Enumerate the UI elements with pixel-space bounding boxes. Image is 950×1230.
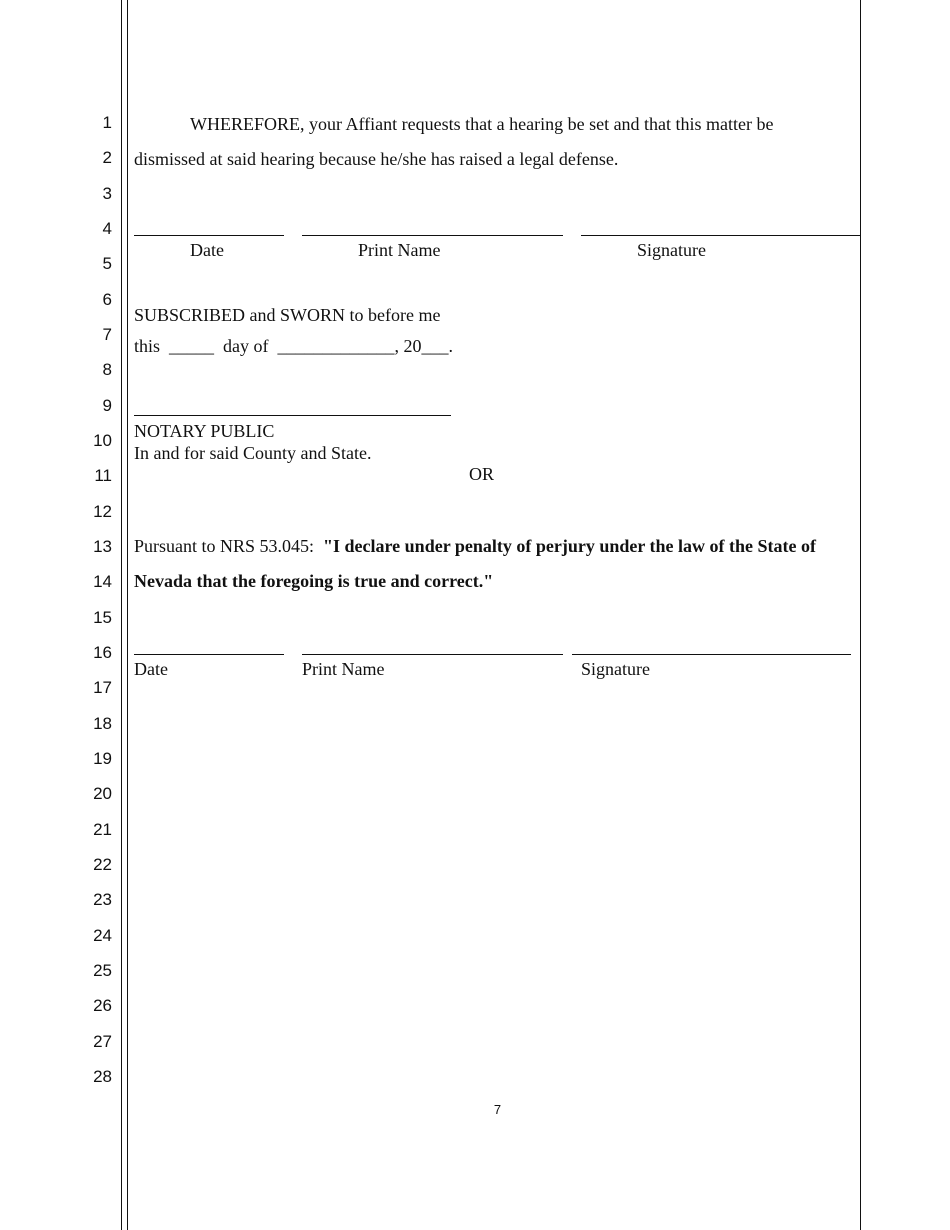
- print-name-signature-line: [302, 235, 563, 236]
- line-number: 4: [102, 219, 112, 238]
- line-number: 22: [93, 855, 112, 874]
- declaration-quote-part-2: Nevada that the foregoing is true and correct.": [134, 571, 494, 591]
- page-number: 7: [493, 1102, 502, 1117]
- line-number: 6: [102, 290, 112, 309]
- declaration-quote-part-1: "I declare under penalty of perjury under the law of the State of: [323, 536, 816, 556]
- signature-label: Signature: [581, 659, 650, 679]
- line-number: 25: [93, 961, 112, 980]
- line-number: 13: [93, 537, 112, 556]
- wherefore-line-2: dismissed at said hearing because he/she has raised a legal defense.: [134, 149, 619, 169]
- print-name-label: Print Name: [302, 659, 385, 679]
- signature-line: [581, 235, 860, 236]
- or-separator: OR: [469, 464, 495, 484]
- line-number: 1: [102, 113, 112, 132]
- line-number: 24: [93, 926, 112, 945]
- signature-label: Signature: [637, 240, 706, 260]
- subscribed-sworn-text: SUBSCRIBED and SWORN to before me: [134, 305, 441, 325]
- declaration-prefix: Pursuant to NRS 53.045:: [134, 536, 315, 556]
- line-number: 14: [93, 572, 112, 591]
- date-label: Date: [134, 659, 168, 679]
- line-number: 17: [93, 678, 112, 697]
- line-number: 20: [93, 784, 112, 803]
- date-signature-line: [134, 654, 284, 655]
- line-number: 7: [102, 325, 112, 344]
- notary-public-title: NOTARY PUBLIC: [134, 421, 275, 441]
- line-number: 12: [93, 502, 112, 521]
- line-number: 3: [102, 184, 112, 203]
- line-number: 11: [94, 466, 112, 485]
- margin-rule-inner: [127, 0, 128, 1230]
- margin-rule-outer: [121, 0, 122, 1230]
- declaration-line-1: [134, 535, 816, 557]
- line-number: 2: [102, 148, 112, 167]
- jurat-date-text: this _____ day of _____________, 20___.: [134, 336, 453, 356]
- line-number: 10: [93, 431, 112, 450]
- line-number: 8: [102, 360, 112, 379]
- line-number: 19: [93, 749, 112, 768]
- print-name-label: Print Name: [358, 240, 441, 260]
- line-number: 26: [93, 996, 112, 1015]
- line-number: 28: [93, 1067, 112, 1086]
- line-number: 9: [102, 396, 112, 415]
- line-number: 15: [93, 608, 112, 627]
- date-signature-line: [134, 235, 284, 236]
- line-number: 21: [93, 820, 112, 839]
- line-number: 18: [93, 714, 112, 733]
- line-number: 27: [93, 1032, 112, 1051]
- margin-rule-right: [860, 0, 861, 1230]
- line-number: 23: [93, 890, 112, 909]
- line-number: 5: [102, 254, 112, 273]
- wherefore-line-1: WHEREFORE, your Affiant requests that a hearing be set and that this matter be: [190, 114, 774, 134]
- notary-jurisdiction: In and for said County and State.: [134, 443, 372, 463]
- notary-signature-line: [134, 415, 451, 416]
- print-name-signature-line: [302, 654, 563, 655]
- date-label: Date: [190, 240, 224, 260]
- signature-line: [572, 654, 851, 655]
- line-number: 16: [93, 643, 112, 662]
